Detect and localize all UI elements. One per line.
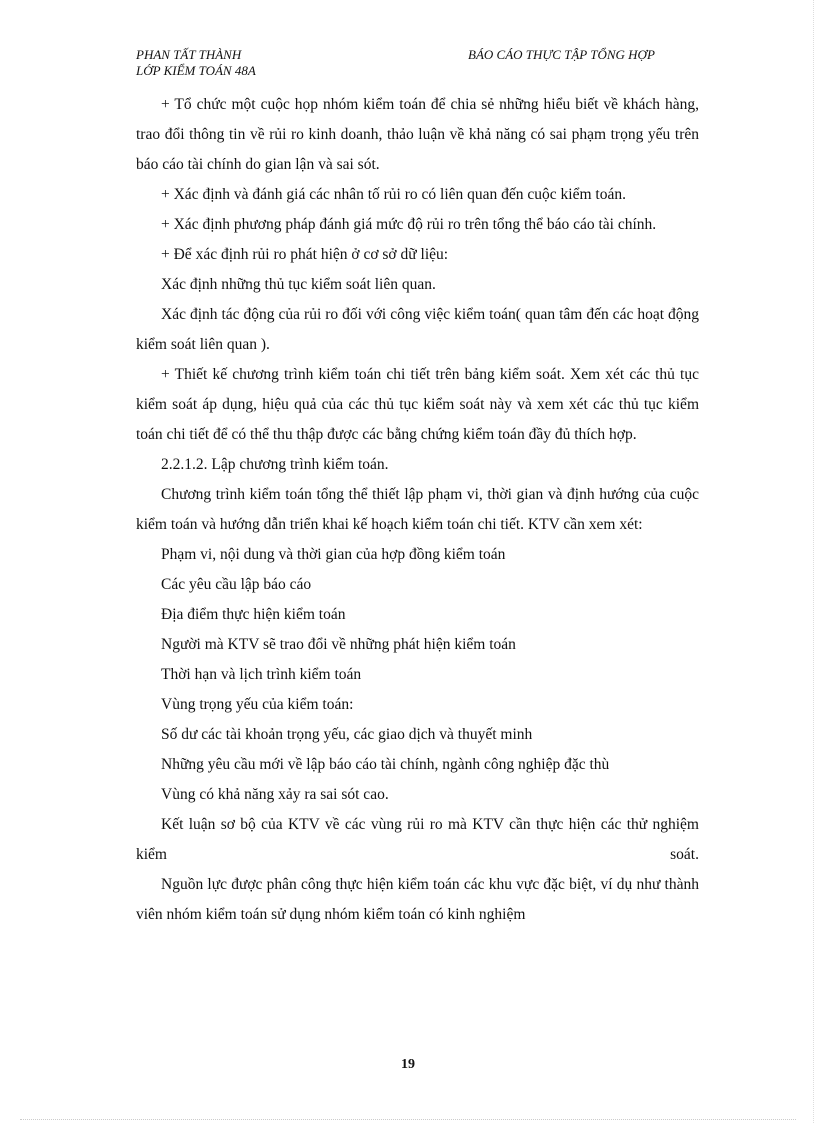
paragraph: + Xác định phương pháp đánh giá mức độ rủi ro trên tổng thể báo cáo tài chính. (161, 216, 657, 233)
header-author-block (136, 47, 256, 79)
paragraph: + Thiết kế chương trình kiểm toán chi tiết trên bảng kiểm soát. Xem xét các thủ tục kiểm soát áp dụng, hiệu quả của các thủ tục kiểm soát này và xem xét các thủ tục kiểm toán chi tiết để có thể thu thập được các bằng chứng kiểm toán đầy đủ thích hợp. (136, 366, 699, 443)
list-item: Những yêu cầu mới về lập báo cáo tài chính, ngành công nghiệp đặc thù (161, 756, 610, 773)
list-item: Địa điểm thực hiện kiểm toán (161, 606, 346, 623)
list-item: Người mà KTV sẽ trao đổi về những phát hiện kiểm toán (161, 636, 516, 653)
header-report-title: BÁO CÁO THỰC TẬP TỔNG HỢP (468, 47, 655, 62)
list-item: Thời hạn và lịch trình kiểm toán (161, 666, 362, 683)
document-body (136, 90, 699, 930)
paragraph: + Để xác định rủi ro phát hiện ở cơ sở dữ liệu: (161, 246, 449, 263)
paragraph: Kết luận sơ bộ của KTV về các vùng rủi ro mà KTV cần thực hiện các thử nghiệm kiểm soát. (136, 816, 699, 863)
list-item: Vùng trọng yếu của kiểm toán: (161, 696, 354, 713)
paragraph: Xác định tác động của rủi ro đối với công việc kiểm toán( quan tâm đến các hoạt động kiểm soát liên quan ). (136, 306, 699, 353)
paragraph: + Tổ chức một cuộc họp nhóm kiểm toán để chia sẻ những hiểu biết về khách hàng, trao đổi thông tin về rủi ro kinh doanh, thảo luận về khả năng có sai phạm trọng yếu trên báo cáo tài chính do gian lận và sai sót. (136, 96, 699, 173)
paragraph: + Xác định và đánh giá các nhân tố rủi ro có liên quan đến cuộc kiểm toán. (161, 186, 626, 203)
paragraph: Xác định những thủ tục kiểm soát liên quan. (161, 276, 436, 293)
header-author-name: PHAN TẤT THÀNH (136, 47, 242, 62)
page-bottom-divider (20, 1119, 796, 1120)
page-number: 19 (401, 1057, 415, 1072)
section-heading: 2.2.1.2. Lập chương trình kiểm toán. (161, 456, 389, 473)
page-right-divider (813, 0, 814, 1123)
paragraph: Nguồn lực được phân công thực hiện kiểm toán các khu vực đặc biệt, ví dụ như thành viên nhóm kiểm toán sử dụng nhóm kiểm toán có kinh nghiệm (136, 876, 699, 923)
list-item: Phạm vi, nội dung và thời gian của hợp đồng kiểm toán (161, 546, 506, 563)
list-item: Vùng có khả năng xảy ra sai sót cao. (161, 786, 389, 803)
list-item: Số dư các tài khoản trọng yếu, các giao dịch và thuyết minh (161, 726, 533, 743)
header-class-name: LỚP KIỂM TOÁN 48A (136, 63, 256, 78)
paragraph: Chương trình kiểm toán tổng thể thiết lập phạm vi, thời gian và định hướng của cuộc kiểm toán và hướng dẫn triển khai kế hoạch kiểm toán chi tiết. KTV cần xem xét: (136, 486, 699, 533)
list-item: Các yêu cầu lập báo cáo (161, 576, 312, 593)
